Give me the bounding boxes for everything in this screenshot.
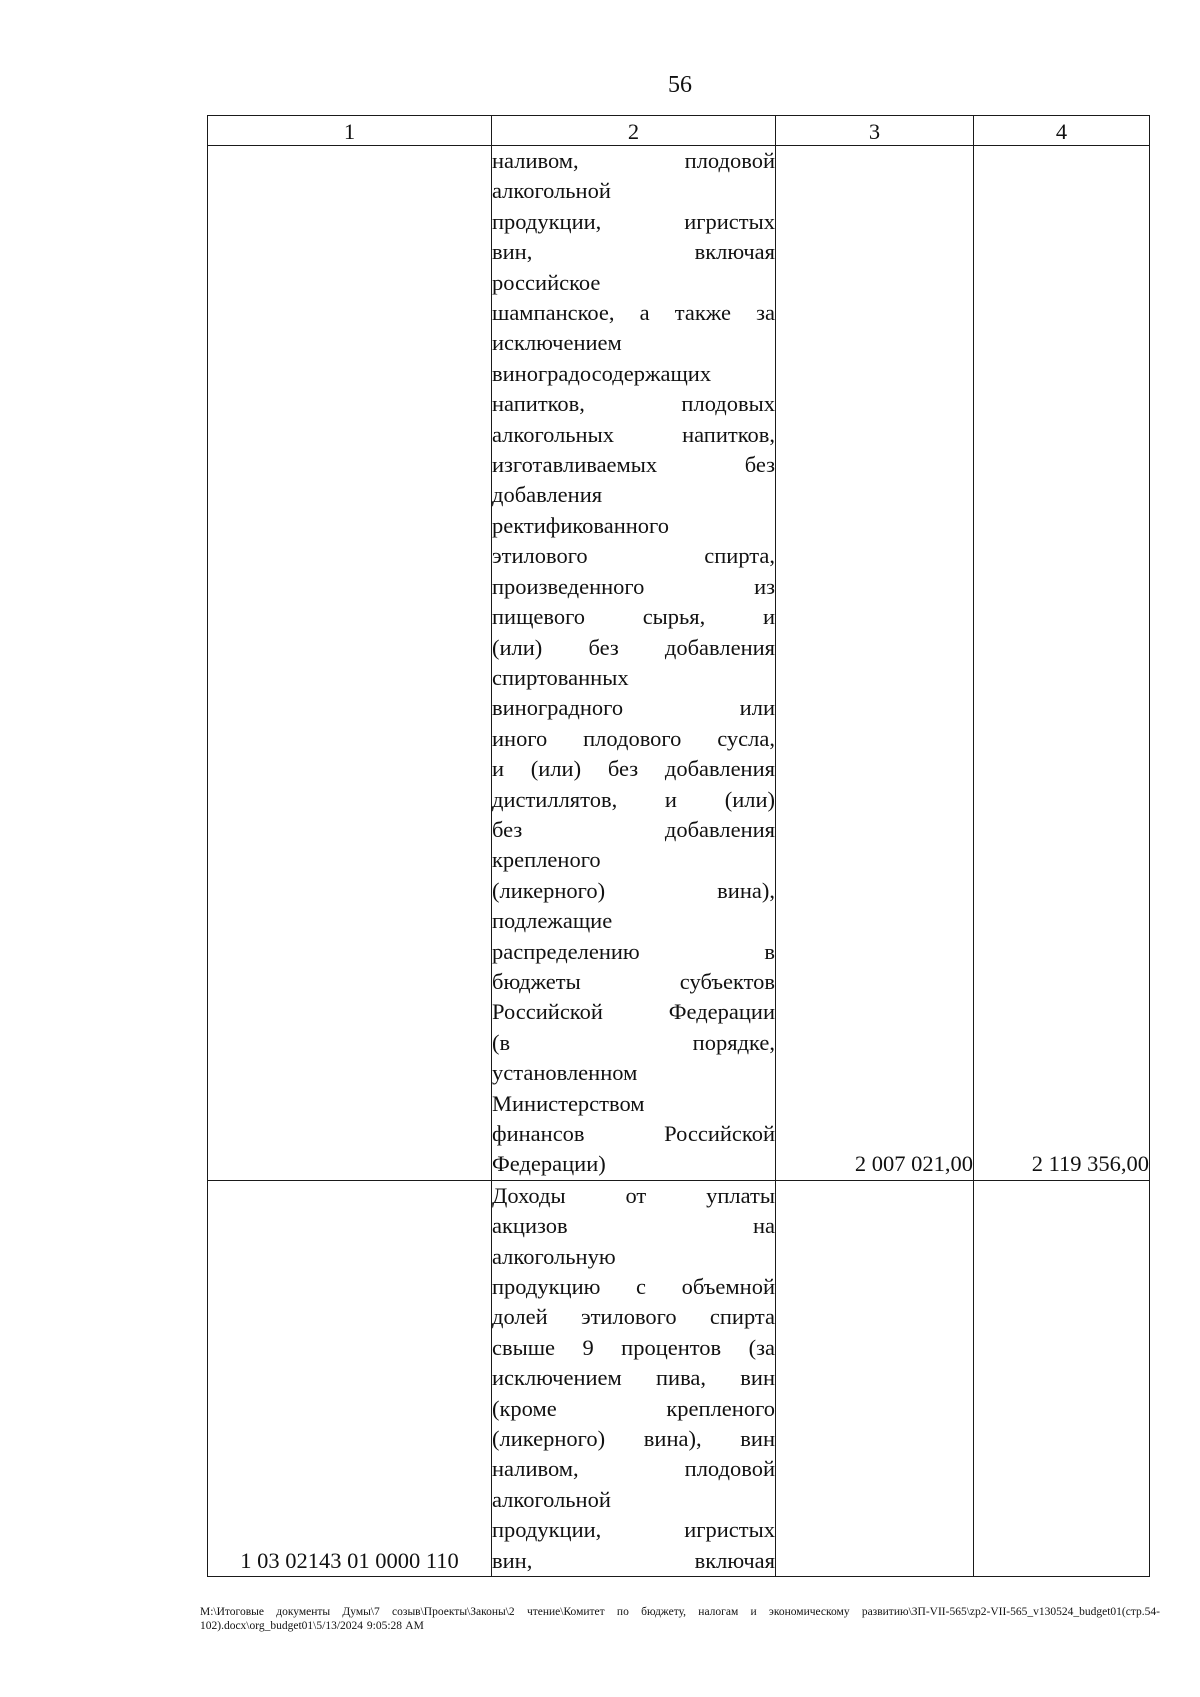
description-line: бюджеты субъектов — [492, 968, 775, 994]
description-line: добавления — [492, 482, 603, 508]
description-line: ректификованного — [492, 512, 669, 538]
description-line: пищевого сырья, и — [492, 604, 775, 630]
description-line: продукции, игристых — [492, 1517, 775, 1543]
description-line: алкогольных напитков, — [492, 421, 775, 447]
column-header-4: 4 — [974, 116, 1150, 146]
description-line: акцизов на — [492, 1213, 775, 1239]
column-header-3: 3 — [776, 116, 974, 146]
description-line: исключением — [492, 330, 622, 356]
description-line: (ликерного) вина), вин — [492, 1426, 775, 1452]
description-line: виноградосодержащих — [492, 360, 712, 386]
table-row — [208, 146, 1150, 1181]
description-text — [492, 146, 775, 1180]
description-line: Федерации) — [492, 1151, 606, 1177]
table-row — [208, 1180, 1150, 1576]
description-line: вин, включая — [492, 1547, 775, 1573]
description-line: (или) без добавления — [492, 634, 775, 660]
description-line: произведенного из — [492, 573, 775, 599]
description-line: российское — [492, 269, 601, 295]
budget-code-cell — [208, 146, 492, 1181]
amount-col4-cell — [974, 1180, 1150, 1576]
description-line: изготавливаемых без — [492, 452, 775, 478]
description-line: алкогольной — [492, 178, 611, 204]
description-line: дистиллятов, и (или) — [492, 786, 775, 812]
description-line: установленном — [492, 1060, 638, 1086]
description-line: этилового спирта, — [492, 543, 775, 569]
budget-code-cell: 1 03 02143 01 0000 110 — [208, 1180, 492, 1576]
description-line: иного плодового сусла, — [492, 725, 775, 751]
description-cell — [492, 1180, 776, 1576]
description-line: финансов Российской — [492, 1121, 775, 1146]
description-line: шампанское, а также за — [492, 300, 775, 326]
description-line: продукции, игристых — [492, 208, 775, 234]
amount-col3-cell: 2 007 021,00 — [776, 146, 974, 1181]
description-line: крепленого — [492, 847, 601, 873]
description-line: алкогольной — [492, 1486, 611, 1512]
amount-col3-cell — [776, 1180, 974, 1576]
description-line: долей этилового спирта — [492, 1304, 775, 1330]
description-line: распределению в — [492, 938, 775, 964]
description-line: вин, включая — [492, 239, 775, 265]
description-line: наливом, плодовой — [492, 1456, 775, 1482]
description-line: подлежащие — [492, 908, 613, 934]
description-line: (кроме крепленого — [492, 1395, 775, 1421]
description-line: виноградного или — [492, 695, 775, 721]
description-line: исключением пива, вин — [492, 1365, 775, 1391]
description-line: Министерством — [492, 1090, 645, 1116]
header-row — [208, 116, 1150, 146]
description-line: свыше 9 процентов (за — [492, 1334, 775, 1360]
description-line: без добавления — [492, 816, 775, 842]
description-line: наливом, плодовой — [492, 148, 775, 173]
description-line: (ликерного) вина), — [492, 877, 775, 903]
document-path-footer: M:\Итоговые документы Думы\7 созыв\Проекты\Законы\2 чтение\Комитет по бюджету, налогам и экономическому развитию\ЗП-VII-565\zp2-VII-565_v130524_budget01(стр.54-102).docx\org_budget01\5/13/2024 9:05:28 AM — [200, 1606, 1160, 1632]
column-header-1: 1 — [208, 116, 492, 146]
description-line: и (или) без добавления — [492, 756, 775, 782]
budget-table — [207, 115, 1150, 1577]
description-line: спиртованных — [492, 664, 629, 690]
description-text — [492, 1181, 775, 1576]
description-line: (в порядке, — [492, 1029, 775, 1055]
description-line: напитков, плодовых — [492, 391, 775, 417]
description-line: алкогольную — [492, 1243, 616, 1269]
description-line: Российской Федерации — [492, 999, 775, 1025]
column-header-2: 2 — [492, 116, 776, 146]
description-line: продукцию с объемной — [492, 1274, 775, 1300]
description-line: Доходы от уплаты — [492, 1182, 775, 1208]
page-number: 56 — [668, 72, 692, 98]
amount-col4-cell: 2 119 356,00 — [974, 146, 1150, 1181]
description-cell — [492, 146, 776, 1181]
